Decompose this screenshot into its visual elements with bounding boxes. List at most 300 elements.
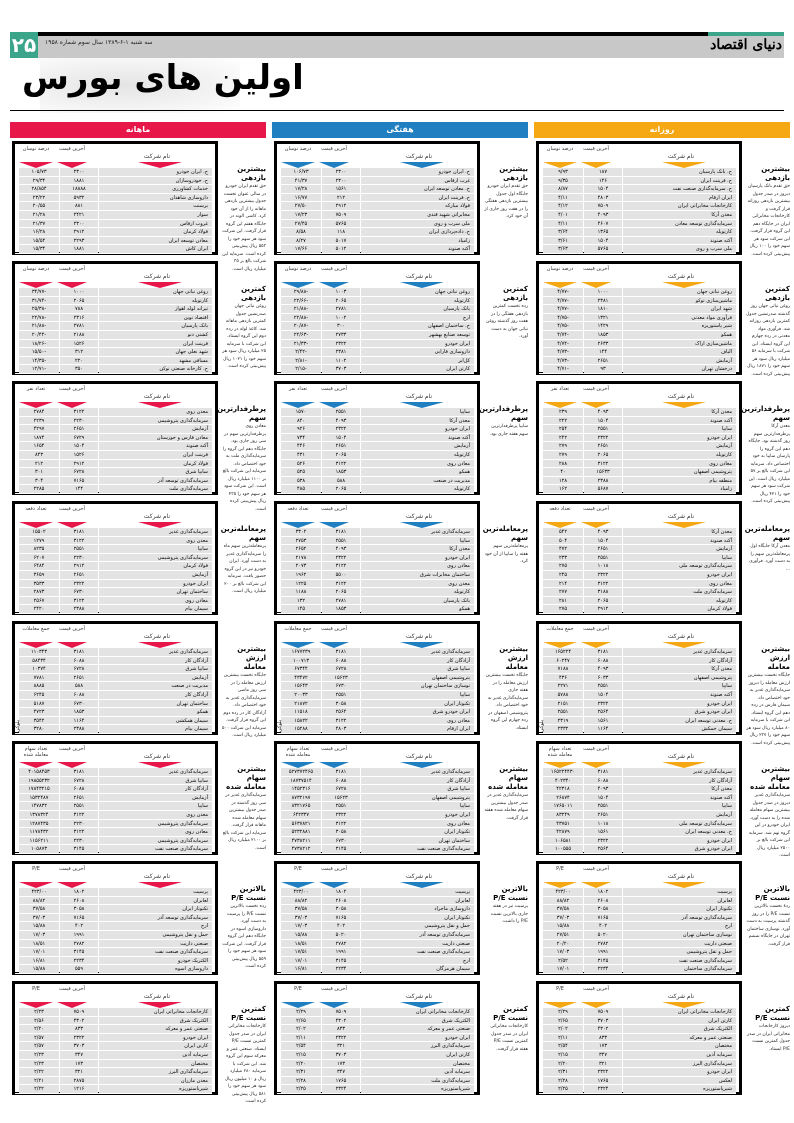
table-header: [15, 264, 212, 288]
col-header-name: نام شرکت: [143, 273, 171, 280]
table-row: [15, 545, 212, 554]
metric-value: ۱۶۲: [543, 485, 583, 493]
col-header-name: نام شرکت: [405, 513, 433, 520]
company-name: آزمایش: [623, 545, 736, 553]
col-header-price: آخرین قیمت: [321, 626, 347, 632]
table-row: [15, 365, 212, 374]
last-price: ۳۱۲۲: [322, 717, 360, 725]
frame-bracket: [215, 719, 218, 735]
table-row: [15, 194, 212, 203]
company-name: برسنت: [99, 202, 212, 210]
table-row: [15, 1034, 212, 1043]
last-price: ۳۱۲۲: [322, 562, 360, 570]
last-price: ۳۱۸۱: [60, 768, 98, 776]
table-row: [277, 451, 474, 460]
metric-value: ۱۷/۶۶: [281, 245, 321, 253]
last-price: ۲۲۳۰: [60, 417, 98, 425]
table-row: [15, 477, 212, 486]
block-description: [484, 765, 528, 822]
last-price: ۳۷۰۳: [322, 365, 360, 373]
last-price: ۲۶۵۱: [60, 425, 98, 433]
last-price: ۲۶۵۱: [584, 357, 622, 365]
block-description: [222, 1005, 266, 1106]
metric-value: ۱۵۶۴۳: [281, 682, 321, 690]
last-price: ۲۳۸۱: [322, 348, 360, 356]
down-arrow-icon: [138, 282, 182, 288]
metric-value: ۴۲۳/۰۰: [543, 888, 583, 896]
table-row: [277, 485, 474, 494]
metric-value: ۹/۳۵: [543, 177, 583, 185]
company-name: سیمان هرمزگان: [361, 965, 474, 973]
metric-value: ۲/۲۳: [19, 1008, 59, 1016]
last-price: ۲۲۳۴: [584, 965, 622, 973]
last-price: ۱۸۵۳: [60, 708, 98, 716]
metric-value: ۱۵/۸۸: [281, 931, 321, 939]
company-name: معدن روی: [99, 408, 212, 416]
table-row: [539, 682, 736, 691]
col-header-name: نام شرکت: [405, 153, 433, 160]
company-name: ح. سرمایه‌گذاری صنعت نفت: [623, 185, 736, 193]
table-row: [539, 717, 736, 726]
metric-value: ۱۵۸۲۲: [281, 717, 321, 725]
metric-value: ۱۷/۲۸: [281, 185, 321, 193]
last-price: ۲۰۶۵: [584, 597, 622, 605]
metric-value: ۴/۱۲: [543, 202, 583, 210]
table-row: [15, 177, 212, 186]
metric-value: ۱۷/۰۱: [281, 957, 321, 965]
metric-value: ۳۳۰۲: [281, 528, 321, 536]
block-title: بیشترین سهام معامله شده: [488, 765, 528, 791]
last-price: ۴۰۹۳: [322, 545, 360, 553]
metric-value: ۴/۱۱: [543, 220, 583, 228]
block-title: بیشترین بازدهی: [499, 165, 528, 182]
table-row: [277, 708, 474, 717]
metric-value: -۲۰/۴۴: [19, 331, 59, 339]
metric-value: ۲۸۷۳: [19, 588, 59, 596]
last-price: ۱۷۶۵: [322, 1077, 360, 1085]
last-price: ۲۲۰: [60, 357, 98, 365]
company-name: سرمایه‌گذاری توسعه معادن: [623, 220, 736, 228]
metric-value: ۲/۰۲: [281, 1025, 321, 1033]
metric-value: -۱۴/۳۵: [19, 357, 59, 365]
col-header-metric: درصد نوسان: [546, 266, 574, 272]
col-header-price: آخرین قیمت: [583, 986, 609, 992]
table-row: [277, 897, 474, 906]
table-row: [15, 725, 212, 734]
last-price: ۲۵۵۱: [322, 802, 360, 810]
metric-value: ۳۷/۵۸: [543, 905, 583, 913]
col-header-price: آخرین قیمت: [321, 506, 347, 512]
table-row: [15, 674, 212, 683]
block-text: رده نخست بالاترین نسبت P/E را پرسیت به دست آورد. داروسازی اسوه در جایگاه دهم این گروه قرار گرفت. این شرکت سود هر سهم خود را ۵۵۹ ریال پیش‌بینی کرده است.: [222, 904, 266, 969]
last-price: ۱۴۴: [584, 348, 622, 356]
company-name: سرمایه‌گذاری صنعت نفت: [361, 845, 474, 853]
company-name: معادن روی: [623, 580, 736, 588]
last-price: ۱۷۳: [322, 1060, 360, 1068]
down-arrow-icon: [581, 642, 611, 648]
company-name: ارج: [99, 922, 212, 930]
block-description: [217, 405, 266, 513]
metric-value: ۸۷۳۲۱۹۷: [281, 794, 321, 802]
table-row: [539, 700, 736, 709]
col-header-metric: P/E: [294, 866, 302, 872]
last-price: ۴۳۰۲: [322, 1017, 360, 1025]
data-table: [15, 624, 212, 734]
data-table: [539, 144, 736, 254]
company-name: ایران خودرو: [361, 425, 474, 433]
metric-value: ۴۷۲: [543, 545, 583, 553]
metric-value: ۱۶/۸۱: [281, 965, 321, 973]
last-price: ۳۱۸۱: [584, 648, 622, 656]
metric-value: ۱۲۸: [543, 477, 583, 485]
frame-bracket: [215, 141, 218, 171]
metric-value: ۸/۵۸: [281, 228, 321, 236]
table-row: [277, 1025, 474, 1034]
company-name: روغن نباتی جهان: [623, 288, 736, 296]
last-price: ۲۲۳۴: [322, 965, 360, 973]
metric-value: ۸۴۰: [281, 417, 321, 425]
metric-value: ۲/۲۰: [543, 1060, 583, 1068]
table-header: [15, 384, 212, 408]
table-row: [539, 957, 736, 966]
down-arrow-icon: [19, 522, 53, 528]
last-price: ۱۵۶۱: [584, 828, 622, 836]
last-price: ۴۸۰۳: [584, 194, 622, 202]
block-title: کمترین نسبت P/E: [231, 1005, 266, 1022]
block-title: بیشترین بازدهی: [761, 165, 790, 182]
last-price: ۲۳۲۲: [322, 554, 360, 562]
table-row: [539, 1034, 736, 1043]
table-row: [277, 665, 474, 674]
table-row: [277, 365, 474, 374]
company-name: آکنه صنوند: [623, 794, 736, 802]
table-row: [539, 297, 736, 306]
last-price: ۳۷۰۳: [60, 1042, 98, 1050]
down-arrow-icon: [19, 282, 53, 288]
metric-value: -۱۵/۵۰: [19, 348, 59, 356]
table-row: [277, 168, 474, 177]
company-name: ح. داده‌پردازی ایران: [361, 228, 474, 236]
company-name: بانک پارسیان: [99, 322, 212, 330]
last-price: ۲۳۲۴: [322, 1085, 360, 1093]
last-price: ۲۶۰۸: [584, 897, 622, 905]
frame-bracket: [215, 239, 218, 255]
company-name: فرینت ایران: [99, 451, 212, 459]
table-header: [539, 864, 736, 888]
table-row: [277, 922, 474, 931]
metric-value: ۴۲۳/۰۰: [19, 888, 59, 896]
block-title: پرمعامله‌ترین سهم: [744, 525, 790, 542]
company-name: سرمایه‌گذاری توسعه آذر: [99, 914, 212, 922]
frame-bracket: [477, 501, 480, 531]
table-header: [539, 744, 736, 768]
metric-value: ۳/۶۱: [543, 237, 583, 245]
last-price: ۲۳۸۸: [60, 725, 98, 733]
metric-value: -۴/۷۳: [543, 357, 583, 365]
company-name: فرینت ایران: [99, 340, 212, 348]
last-price: ۵۵۹: [60, 965, 98, 973]
col-header-price: آخرین قیمت: [59, 146, 85, 152]
block-text: معادن روی پرطرفدارترین سهم در سی روز جاری بود. جایگاه دهم این گروه را سرمایه‌گذاری ملت به خود اختصاص داد. سرمایه این شرکت بالغ بر ۱۱۰۰ میلیارد ریال است. این شرکت سود هر سهم خود را ۴۳۵ ریال پیش‌بینی کرده است.: [222, 424, 266, 512]
company-name: تکنوتار ایران: [361, 828, 474, 836]
last-price: ۶۷۲۸: [60, 777, 98, 785]
company-name: ارج: [361, 314, 474, 322]
col-header-metric: P/E: [32, 866, 40, 872]
metric-value: ۲۴۵: [543, 571, 583, 579]
table-row: [539, 357, 736, 366]
down-arrow-icon: [662, 522, 706, 528]
metric-value: -۲/۸۱: [281, 357, 321, 365]
table-row: [15, 605, 212, 614]
company-name: لعکس: [623, 1077, 736, 1085]
metric-value: ۲/۵۴: [543, 1042, 583, 1050]
company-name: ساختمان تهران: [361, 837, 474, 845]
col-header-metric: تعداد سهام معامله شده: [547, 746, 573, 758]
down-arrow-icon: [57, 402, 87, 408]
metric-value: ۲۱۸۷۲: [281, 700, 321, 708]
table-row: [277, 811, 474, 820]
col-header-name: نام شرکت: [405, 273, 433, 280]
last-price: ۲۳۸۱: [584, 297, 622, 305]
block-description: [746, 1005, 790, 1053]
metric-value: ۵۷۸۸: [543, 691, 583, 699]
col-header-name: نام شرکت: [143, 513, 171, 520]
down-arrow-icon: [543, 402, 577, 408]
frame-bracket: [215, 501, 218, 531]
frame-bracket: [215, 261, 218, 291]
down-arrow-icon: [581, 402, 611, 408]
company-name: کارتوپله: [623, 451, 736, 459]
metric-value: ۱۱۷۸۴۳۲: [19, 828, 59, 836]
company-name: آزادگان کار: [361, 657, 474, 665]
col-header-metric: جمع معاملات: [22, 626, 50, 632]
table-row: [539, 168, 736, 177]
table-row: [277, 408, 474, 417]
table-row: [539, 185, 736, 194]
company-name: صنعتی عمر و معرکه: [361, 1025, 474, 1033]
col-header-metric: تعداد سهام معامله شده: [23, 746, 49, 758]
metric-value: ۲۰۷۳: [281, 562, 321, 570]
table-row: [277, 1042, 474, 1051]
last-price: ۲۳۰۰: [322, 168, 360, 176]
metric-value: ۱۴۵۲۳۱۶: [281, 785, 321, 793]
last-price: ۱۵۰۴: [584, 794, 622, 802]
metric-value: -۲۲/۷۸: [19, 314, 59, 322]
metric-value: -۲۱/۸۸: [19, 322, 59, 330]
last-price: ۱۵۰۴: [584, 237, 622, 245]
last-price: ۳۱۲۲: [322, 820, 360, 828]
table-row: [15, 580, 212, 589]
company-name: معدن آرکا: [623, 528, 736, 536]
last-price: ۲۳۲۲: [322, 425, 360, 433]
metric-value: ۱۷/۵۱: [281, 948, 321, 956]
table-row: [539, 588, 736, 597]
table-row: [15, 820, 212, 829]
company-name: ماشین‌سازی اراک: [623, 340, 736, 348]
table-row: [15, 785, 212, 794]
down-arrow-icon: [57, 522, 87, 528]
company-name: کارتوپله: [623, 228, 736, 236]
last-price: ۲۳۲۲: [60, 580, 98, 588]
frame-bracket: [215, 1079, 218, 1095]
metric-value: ۲/۵۷: [19, 1042, 59, 1050]
company-name: سرمایه‌گذاری غدیر: [623, 768, 736, 776]
col-header-metric: P/E: [32, 986, 40, 992]
stat-block: [534, 739, 790, 858]
down-arrow-icon: [138, 762, 182, 768]
data-table: [15, 384, 212, 494]
table-row: [277, 305, 474, 314]
table-row: [15, 1051, 212, 1060]
table-row: [15, 168, 212, 177]
block-description: [484, 525, 528, 566]
company-name: سرمایه‌گذاری توسعه آذر: [623, 914, 736, 922]
metric-value: -۴/۷۳: [543, 348, 583, 356]
metric-value: -۲۱/۸۸: [281, 305, 321, 313]
last-price: ۲۷۸۲: [322, 940, 360, 948]
col-header-metric: درصد نوسان: [22, 146, 50, 152]
last-price: ۳۱۲۲: [60, 828, 98, 836]
last-price: ۱۰۰۰: [60, 288, 98, 296]
table-row: [277, 1008, 474, 1017]
block-title: بیشترین سهام معامله شده: [226, 765, 266, 791]
table-row: [15, 828, 212, 837]
table-row: [277, 820, 474, 829]
column-header-weekly: هفتگی: [272, 122, 528, 138]
company-name: معدن روی: [99, 811, 212, 819]
metric-value: ۱۶۵۲۲۴: [543, 648, 583, 656]
table-row: [539, 674, 736, 683]
metric-value: ۱۵/۳۴: [19, 245, 59, 253]
table-row: [277, 957, 474, 966]
metric-value: ۱۸/۵۱: [19, 940, 59, 948]
company-name: آزادگان کار: [623, 657, 736, 665]
company-name: سرمایه‌گذاری توسعه آذر: [361, 931, 474, 939]
metric-value: ۲/۲۲: [19, 1085, 59, 1093]
metric-value: ۲۳۱۹: [543, 717, 583, 725]
last-price: ۳۰۵۸: [584, 905, 622, 913]
last-price: ۲۵۵۱: [584, 425, 622, 433]
block-text: ردهٔ نخست بالاترین نسبت P/E را در روز گذشته پرسیت به دست آورد. نوسازی ساختمان تهران در جایگاه ششم قرار گرفت.: [746, 904, 790, 947]
table-row: [539, 837, 736, 846]
company-name: اقتصاد نوین: [99, 314, 212, 322]
metric-value: ۲۳/۲۲: [19, 194, 59, 202]
metric-value: ۴۲۳/۰۰: [281, 888, 321, 896]
company-name: سرمایه‌گذاری البرز: [99, 1068, 212, 1076]
last-price: ۱۸۰۲: [60, 888, 98, 896]
company-name: فولاد کرمان: [99, 562, 212, 570]
last-price: ۴۰۲: [322, 922, 360, 930]
table-row: [277, 931, 474, 940]
company-name: زامیاد: [361, 237, 474, 245]
company-name: نوسازی ساختمان تهران: [361, 682, 474, 690]
metric-value: ۳/۶۳: [543, 245, 583, 253]
down-arrow-icon: [543, 162, 577, 168]
table-row: [539, 314, 736, 323]
col-header-price: آخرین قیمت: [321, 266, 347, 272]
company-name: کشتی دنو: [99, 331, 212, 339]
metric-value: ۴۳۱: [281, 451, 321, 459]
company-name: سایپا: [361, 691, 474, 699]
masthead-logo: دنیای اقتصاد: [710, 37, 782, 53]
data-table: [539, 504, 736, 614]
frame-bracket: [739, 359, 742, 375]
company-name: سرمایه‌گذاری البرز: [361, 1042, 474, 1050]
metric-value: ۲۹/۳۴: [19, 177, 59, 185]
down-arrow-icon: [138, 642, 182, 648]
last-price: ۶۰۳۳: [584, 674, 622, 682]
block-description: [484, 165, 528, 221]
metric-value: ۴/۱۱: [543, 194, 583, 202]
block-title: کمترین بازدهی: [765, 285, 790, 302]
company-name: ساختمان تهران: [99, 588, 212, 596]
frame-bracket: [215, 741, 218, 771]
last-price: ۳۷۰۳: [322, 1051, 360, 1059]
table-row: [539, 725, 736, 734]
metric-value: ۳۷/۵۸: [281, 905, 321, 913]
metric-value: ۴۲۳۱۸: [543, 785, 583, 793]
block-text: رده نخست کمترین بازدهی هفتگی را در هفت روز گذشته روغن نباتی جهان به دست آورد.: [485, 304, 528, 339]
last-price: ۱۸۰۲: [584, 888, 622, 896]
data-table: [15, 984, 212, 1094]
frame-bracket: [739, 239, 742, 255]
metric-value: ۱۶/۲۸: [19, 228, 59, 236]
company-name: ایران خودرو: [99, 1034, 212, 1042]
company-name: ایران ارقام: [361, 725, 474, 733]
table-row: [539, 194, 736, 203]
table-row: [15, 434, 212, 443]
table-row: [15, 682, 212, 691]
block-text: جایگاه نخست بیشترین ارزش معامله را در هفته جاری سرمایه‌گذاری غدیر به خود اختصاص داد. پتروشیمی اصفهان در رده چهارم این گروه ایستاد.: [485, 673, 528, 731]
metric-value: ۴۲۹۷: [19, 425, 59, 433]
last-price: ۱۵۶۲۳: [322, 674, 360, 682]
company-name: منطقه بیام: [623, 477, 736, 485]
data-table: [277, 504, 474, 614]
last-price: ۲۰۶۵: [322, 485, 360, 493]
last-price: ۷۱۶۵: [60, 914, 98, 922]
frame-bracket: [477, 719, 480, 735]
company-name: سایپا: [361, 408, 474, 416]
table-row: [15, 897, 212, 906]
company-name: ایران خودرو شرق: [361, 708, 474, 716]
last-price: ۴۳۰۲: [584, 1025, 622, 1033]
down-arrow-icon: [57, 1002, 87, 1008]
down-arrow-icon: [581, 762, 611, 768]
company-name: کارخانجات مخابراتی ایران: [361, 1008, 474, 1016]
table-row: [15, 322, 212, 331]
last-price: ۶۷۳۰: [60, 700, 98, 708]
last-price: ۱۸۵۳: [322, 468, 360, 476]
last-price: ۶۰۸۸: [60, 785, 98, 793]
last-price: ۸۳۳: [584, 1034, 622, 1042]
stat-block: [10, 739, 266, 858]
table-row: [15, 237, 212, 246]
column-daily: [534, 122, 790, 1098]
last-price: ۳۱۴۵: [60, 948, 98, 956]
company-name: ایران خودرو: [623, 434, 736, 442]
metric-value: ۱۵۲۸۸: [281, 725, 321, 733]
data-table: [277, 144, 474, 254]
last-price: ۲۶۳۳: [584, 340, 622, 348]
table-row: [277, 828, 474, 837]
last-price: ۳۰۰: [322, 322, 360, 330]
last-price: ۱۱۸: [322, 228, 360, 236]
col-header-price: آخرین قیمت: [59, 746, 85, 752]
down-arrow-icon: [19, 762, 53, 768]
block-title: پرمعامله‌ترین سهم: [482, 525, 528, 542]
table-row: [15, 802, 212, 811]
table-row: [15, 597, 212, 606]
